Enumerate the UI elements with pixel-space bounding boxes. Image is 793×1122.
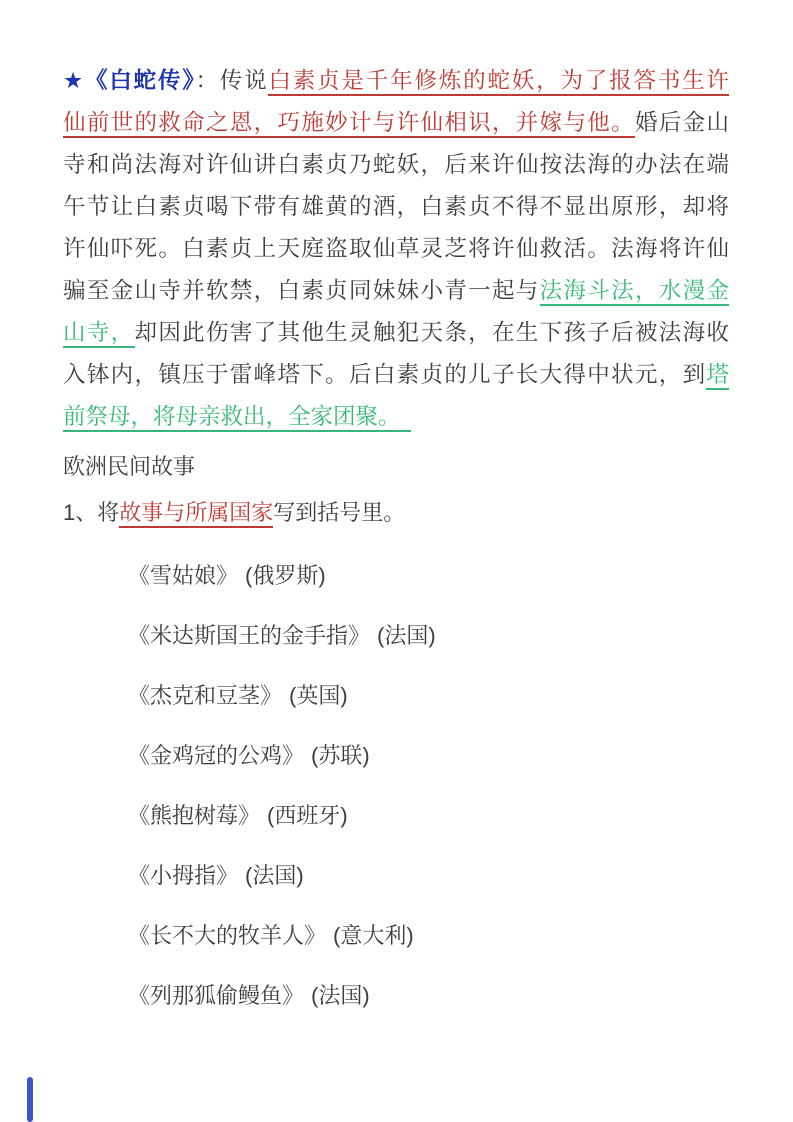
story-title: 《杰克和豆茎》 <box>128 683 283 708</box>
story-list <box>128 546 436 1026</box>
list-item <box>128 846 436 906</box>
question-red-highlight: 故事与所属国家 <box>119 500 273 528</box>
paragraph-line <box>63 396 729 438</box>
story-country: (法国) <box>245 863 304 888</box>
list-item <box>128 786 436 846</box>
story-title: 《米达斯国王的金手指》 <box>128 623 371 648</box>
story-country: (法国) <box>311 983 370 1008</box>
paragraph-text: 却因此伤害了其他生灵触犯天条，在生下孩子后被法海收 <box>134 320 729 345</box>
green-highlight-text: 法海斗法，水漫金 <box>540 278 729 306</box>
list-item <box>128 666 436 726</box>
paragraph-text: 寺和尚法海对许仙讲白素贞乃蛇妖，后来许仙按法海的办法在端 <box>63 152 729 177</box>
list-item <box>128 966 436 1026</box>
white-snake-paragraph <box>63 60 729 438</box>
paragraph-text: 骗至金山寺并软禁，白素贞同妹妹小青一起与 <box>63 278 540 303</box>
red-highlight-text: 白素贞是千年修炼的蛇妖，为了报答书生许 <box>268 68 729 96</box>
story-title: 《长不大的牧羊人》 <box>128 923 327 948</box>
question-suffix: 写到括号里。 <box>273 500 406 525</box>
list-item <box>128 606 436 666</box>
paragraph-text: 婚后金山 <box>634 110 729 135</box>
list-item <box>128 906 436 966</box>
story-country: (西班牙) <box>267 803 348 828</box>
paragraph-line <box>63 144 729 186</box>
paragraph-text: 入钵内，镇压于雷峰塔下。后白素贞的儿子长大得中状元，到 <box>63 362 707 387</box>
story-country: (俄罗斯) <box>245 563 326 588</box>
paragraph-text: ：传说 <box>195 68 269 93</box>
paragraph-line <box>63 228 729 270</box>
paragraph-line <box>63 102 729 144</box>
paragraph-line <box>63 312 729 354</box>
story-country: (意大利) <box>333 923 414 948</box>
story-title-white-snake: ★《白蛇传》 <box>63 68 196 93</box>
blue-corner-mark <box>27 1077 33 1122</box>
section-heading-european-folktales: 欧洲民间故事 <box>63 454 196 479</box>
question-prefix: 1、将 <box>63 500 120 525</box>
paragraph-line <box>63 270 729 312</box>
story-title: 《列那狐偷鳗鱼》 <box>128 983 305 1008</box>
story-title: 《金鸡冠的公鸡》 <box>128 743 305 768</box>
story-title: 《雪姑娘》 <box>128 563 239 588</box>
green-highlight-text: 塔 <box>706 362 729 390</box>
green-highlight-text: 山寺， <box>63 320 135 348</box>
question-1 <box>63 496 405 530</box>
story-country: (法国) <box>377 623 436 648</box>
paragraph-text: 许仙吓死。白素贞上天庭盗取仙草灵芝将许仙救活。法海将许仙 <box>63 236 729 261</box>
list-item <box>128 726 436 786</box>
story-title: 《小拇指》 <box>128 863 239 888</box>
story-country: (英国) <box>289 683 348 708</box>
paragraph-text: 午节让白素贞喝下带有雄黄的酒，白素贞不得不显出原形，却将 <box>63 194 729 219</box>
list-item <box>128 546 436 606</box>
paragraph-line <box>63 60 729 102</box>
paragraph-line <box>63 186 729 228</box>
green-highlight-text: 前祭母，将母亲救出，全家团聚。 <box>63 404 411 432</box>
story-title: 《熊抱树莓》 <box>128 803 261 828</box>
story-country: (苏联) <box>311 743 370 768</box>
paragraph-line <box>63 354 729 396</box>
red-highlight-text: 仙前世的救命之恩，巧施妙计与许仙相识，并嫁与他。 <box>63 110 635 138</box>
